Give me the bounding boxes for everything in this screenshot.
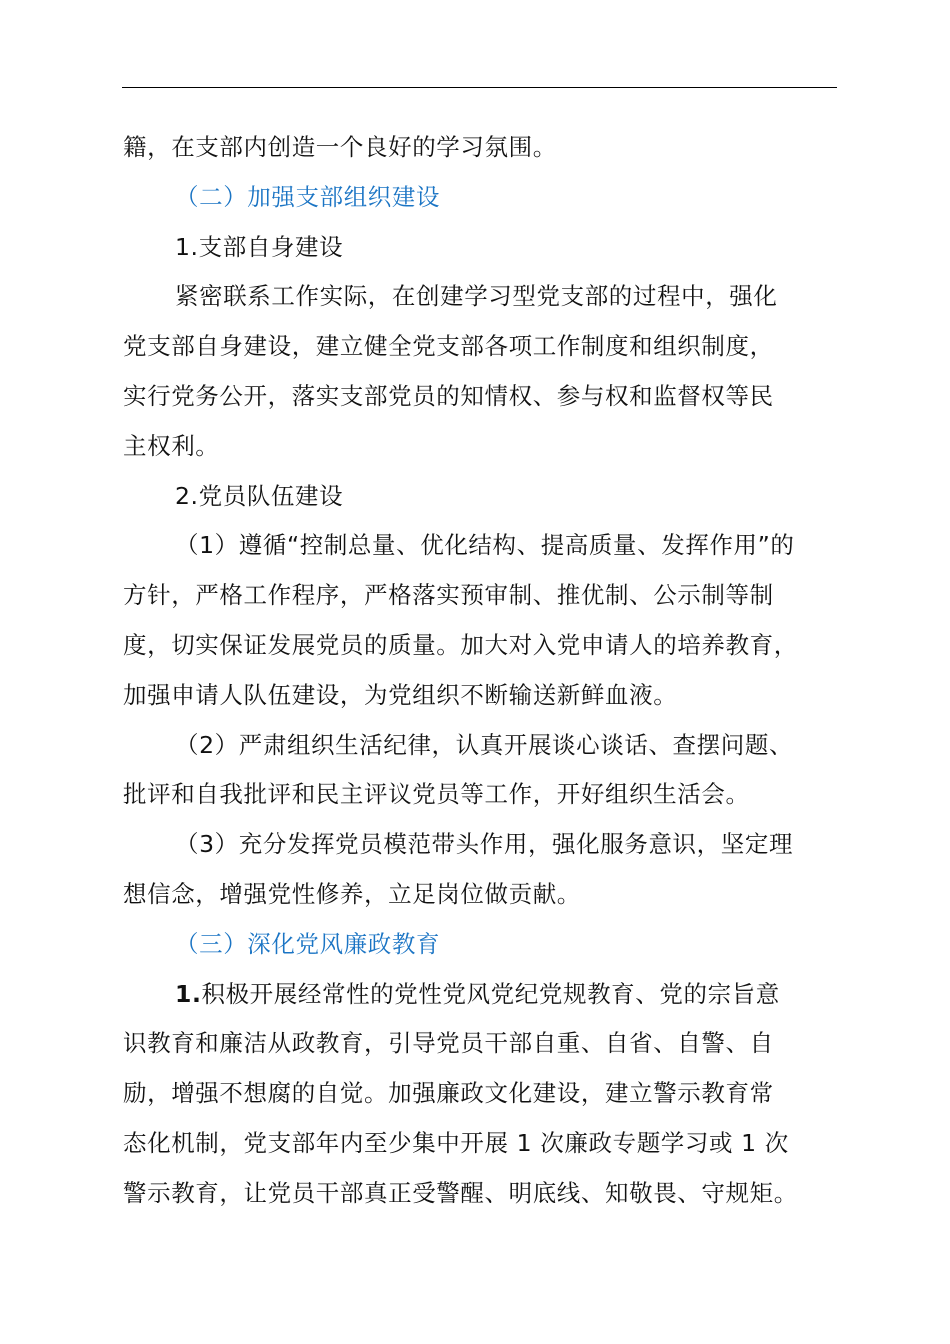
line-text: （3）充分发挥党员模范带头作用，强化服务意识，坚定理 [175, 830, 794, 859]
text-line [123, 372, 863, 422]
text-line [123, 223, 863, 273]
text-line [123, 472, 863, 522]
line-text: 警示教育，让党员干部真正受警醒、明底线、知敬畏、守规矩。 [123, 1178, 798, 1207]
line-text: （2）严肃组织生活纪律，认真开展谈心谈话、查摆问题、 [175, 730, 794, 759]
line-text: 实行党务公开，落实支部党员的知情权、参与权和监督权等民 [123, 381, 774, 410]
line-text: 识教育和廉洁从政教育，引导党员干部自重、自省、自警、自 [123, 1029, 774, 1058]
text-line [123, 571, 863, 621]
text-line [123, 621, 863, 671]
line-text: 主权利。 [123, 431, 220, 460]
line-text: 方针，严格工作程序，严格落实预审制、推优制、公示制等制 [123, 581, 774, 610]
item-number: 1. [175, 979, 202, 1008]
line-text: （三）深化党风廉政教育 [175, 929, 441, 958]
text-line [123, 123, 863, 173]
line-text: （二）加强支部组织建设 [175, 182, 441, 211]
line-text: 党支部自身建设，建立健全党支部各项工作制度和组织制度， [123, 332, 774, 361]
text-line [123, 422, 863, 472]
section-heading [123, 920, 863, 970]
line-text: 紧密联系工作实际，在创建学习型党支部的过程中，强化 [175, 282, 778, 311]
text-line [123, 272, 863, 322]
text-line [123, 671, 863, 721]
text-line [123, 1119, 863, 1169]
text-line [123, 521, 863, 571]
line-text: 加强申请人队伍建设，为党组织不断输送新鲜血液。 [123, 680, 678, 709]
line-text: 想信念，增强党性修养，立足岗位做贡献。 [123, 879, 581, 908]
text-line [123, 1169, 863, 1219]
document-body [123, 123, 863, 1219]
line-text: 度，切实保证发展党员的质量。加大对入党申请人的培养教育， [123, 630, 798, 659]
header-rule [122, 87, 837, 88]
line-text: 态化机制，党支部年内至少集中开展 1 次廉政专题学习或 1 次 [123, 1128, 789, 1157]
line-text: 1.支部自身建设 [175, 232, 344, 261]
text-line [123, 870, 863, 920]
text-line [123, 1019, 863, 1069]
line-text: （1）遵循“控制总量、优化结构、提高质量、发挥作用”的 [175, 531, 795, 560]
line-text: 积极开展经常性的党性党风党纪党规教育、党的宗旨意 [201, 979, 780, 1008]
text-line [123, 322, 863, 372]
line-text: 励，增强不想腐的自觉。加强廉政文化建设，建立警示教育常 [123, 1079, 774, 1108]
text-line [123, 970, 863, 1020]
line-text: 2.党员队伍建设 [175, 481, 344, 510]
section-heading [123, 173, 863, 223]
text-line [123, 820, 863, 870]
text-line [123, 721, 863, 771]
line-text: 籍，在支部内创造一个良好的学习氛围。 [123, 133, 557, 161]
line-text: 批评和自我批评和民主评议党员等工作，开好组织生活会。 [123, 780, 750, 809]
text-line [123, 1069, 863, 1119]
text-line [123, 770, 863, 820]
